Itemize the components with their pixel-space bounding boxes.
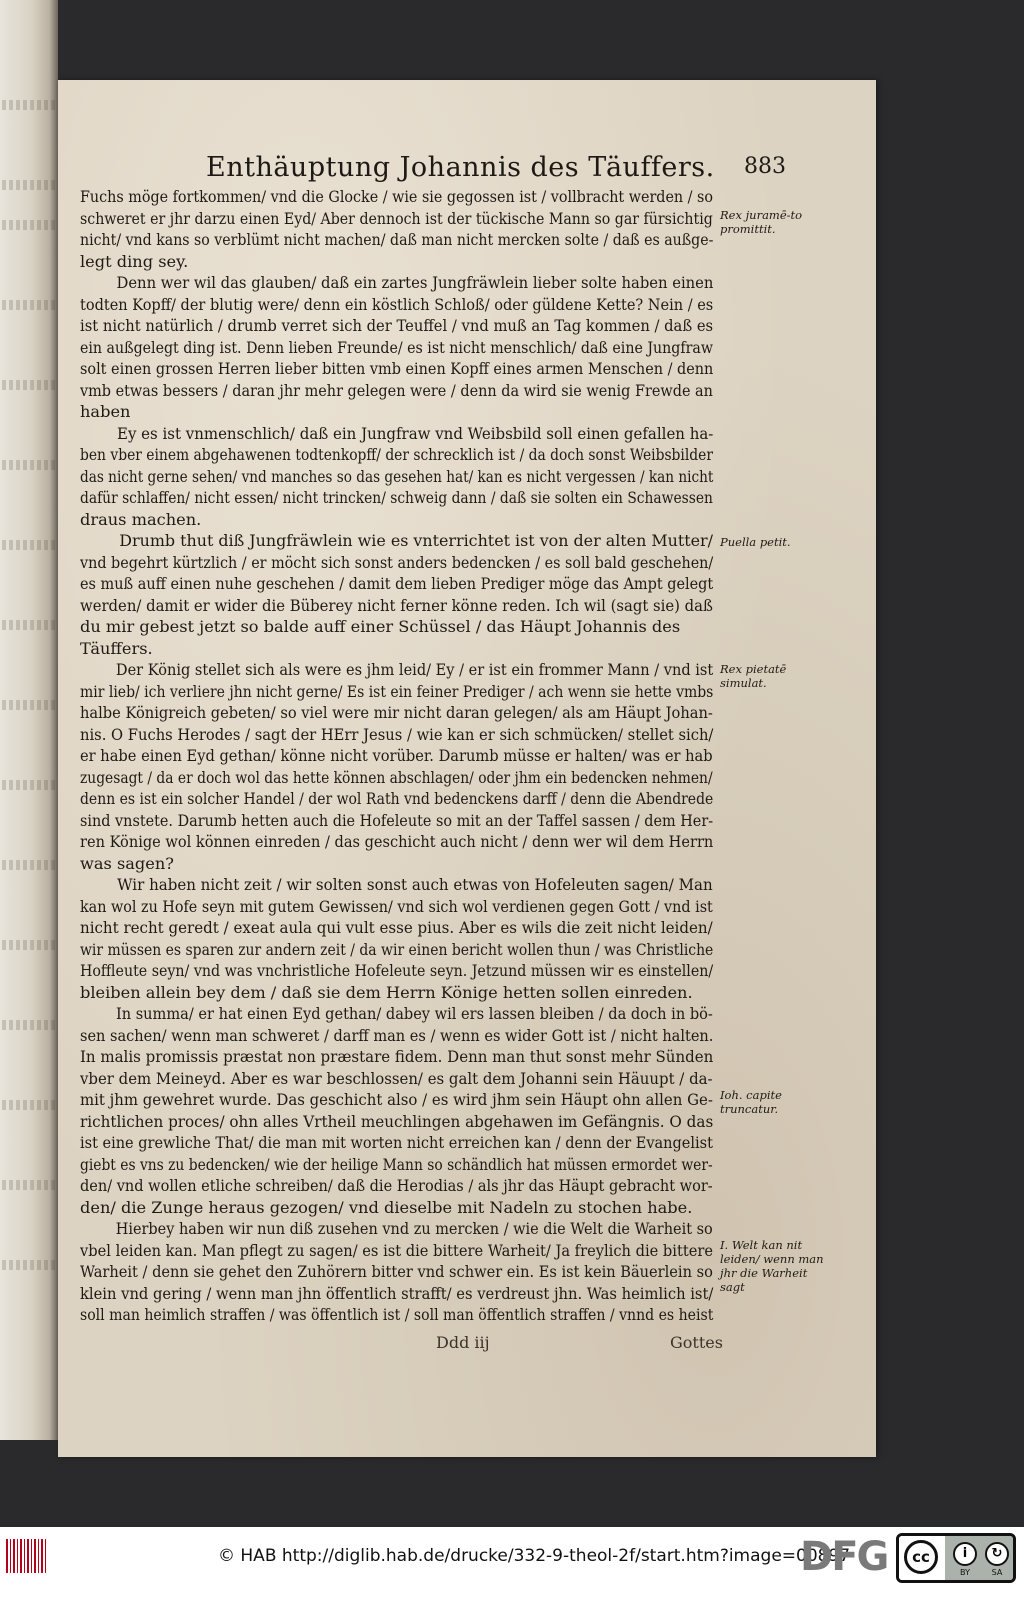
footer-bar [0, 1527, 1024, 1601]
text-line: kan wol zu Hofe seyn mit gutem Gewissen/ vnd sich wol verdienen gegen Gott / vnd ist [80, 896, 713, 916]
by-label: BY [960, 1568, 970, 1577]
cc-license-badge[interactable] [896, 1533, 1016, 1583]
page-number: 883 [744, 154, 786, 179]
text-line: den/ vnd wollen etliche schreiben/ daß die Herodias / als jhr das Häupt gebracht wor- [80, 1176, 713, 1195]
margin-note: I. Welt kan nit leiden/ wenn man jhr die Warheit sagt [720, 1238, 824, 1294]
signature-mark: Ddd iij [436, 1333, 490, 1352]
paragraph [80, 659, 713, 874]
text-line: was sagen? [80, 853, 174, 873]
text-line: mir lieb/ ich verliere jhn nicht gerne/ Es ist ein feiner Prediger / ach wenn sie hette vmbs [80, 681, 714, 701]
sa-label: SA [991, 1568, 1003, 1577]
text-line: soll man heimlich straffen / was öffentlich ist / soll man öffentlich straffen / vnnd es heist [80, 1305, 714, 1324]
ghost-text-line [2, 220, 56, 230]
text-line: schweret er jhr darzu einen Eyd/ Aber dennoch ist der tückische Mann so gar fürsichtig [80, 208, 713, 228]
text-line: draus machen. [80, 509, 202, 529]
ghost-text-line [2, 100, 56, 110]
book-page [58, 80, 876, 1457]
cc-attribution-section [945, 1536, 1016, 1580]
text-line: werden/ damit er wider die Büberey nicht ferner könne reden. Ich wil (sagt sie) daß [80, 595, 713, 615]
text-line: den/ die Zunge heraus gezogen/ vnd dieselbe mit Nadeln zu stochen habe. [80, 1197, 693, 1217]
text-line: denn es ist ein solcher Handel / der wol Rath vnd bedenckens darff / denn die Abendrede [80, 789, 714, 808]
margin-note: Rex pietatē simulat. [720, 662, 787, 690]
paragraph [80, 186, 713, 272]
text-line: vmb etwas bessers / daran jhr mehr gelegen were / denn da wird sie wenig Frewde an [80, 380, 713, 400]
text-line: nicht recht geredt / exeat aula qui vult esse pius. Aber es wils die zeit nicht leiden/ [80, 918, 713, 937]
ghost-text-line [2, 380, 56, 390]
text-line: Der König stellet sich als were es jhm leid/ Ey / er ist ein frommer Mann / vnd ist [115, 660, 714, 679]
barcode-icon [6, 1539, 46, 1573]
ghost-text-line [2, 780, 56, 790]
text-line: Fuchs möge fortkommen/ vnd die Glocke / wie sie gegossen ist / vollbracht werden / so [80, 187, 714, 206]
paragraph [80, 272, 713, 423]
person-icon: i [953, 1542, 977, 1566]
text-line: nicht/ vnd kans so verblümt nicht machen/ daß man nicht mercken solte / daß es außge- [80, 230, 714, 249]
text-line: Warheit / denn sie gehet den Zuhörern bitter vnd schwer ein. Es ist kein Bäuerlein so [80, 1262, 713, 1281]
ghost-text-line [2, 1020, 56, 1030]
cc-section [899, 1536, 945, 1580]
text-line: sen sachen/ wenn man schweret / darff man es / wenn es wider Gott ist / nicht halten. [80, 1025, 714, 1045]
ghost-text-line [2, 540, 56, 550]
ghost-text-line [2, 940, 56, 950]
text-line: vbel leiden kan. Man pflegt zu sagen/ es ist die bittere Warheit/ Ja freylich die bittere [80, 1240, 713, 1260]
text-line: ist eine grewliche That/ die man mit worten nicht erreichen kan / denn der Evangelist [80, 1133, 713, 1152]
text-line: Täuffers. [80, 638, 153, 658]
ghost-text-line [2, 1260, 56, 1270]
text-line: ben vber einem abgehawenen todtenkopff/ der schrecklich ist / da doch sonst Weibsbilder [80, 445, 713, 464]
share-alike-icon: ↻ [985, 1542, 1009, 1566]
text-line: mit jhm gewehret wurde. Das geschicht also / es wird jhm sein Häupt ohn allen Ge- [80, 1090, 713, 1109]
main-text-block [80, 186, 713, 1326]
paragraph [80, 1218, 713, 1326]
ghost-text-line [2, 860, 56, 870]
dfg-logo: DFG [800, 1534, 888, 1580]
text-line: ein außgelegt ding ist. Denn lieben Freunde/ es ist nicht menschlich/ daß eine Jungfraw [80, 337, 713, 357]
text-line: legt ding sey. [80, 251, 189, 271]
text-line: ren Könige wol können einreden / das geschicht auch nicht / denn wer wil dem Herrn [80, 832, 714, 851]
text-line: richtlichen proces/ ohn alles Vrtheil meuchlingen abgehawen im Gefängnis. O das [80, 1111, 714, 1131]
ghost-text-line [2, 1180, 56, 1190]
text-line: dafür schlaffen/ nicht essen/ nicht trincken/ schweig dann / daß sie solten ein Schawessen [80, 488, 713, 507]
ghost-text-line [2, 1100, 56, 1110]
text-line: nis. O Fuchs Herodes / sagt der HErr Jesus / wie kan er sich schmücken/ stellet sich/ [80, 724, 714, 744]
source-link[interactable]: © HAB http://diglib.hab.de/drucke/332-9-theol-2f/start.htm?image=00897 [218, 1546, 851, 1566]
paragraph [80, 530, 713, 659]
text-line: giebt es vns zu bedencken/ wie der heilige Mann so schändlich hat müssen ermordet wer- [80, 1154, 713, 1174]
text-line: klein vnd gering / wenn man jhn öffentlich strafft/ es verdreust jhn. Was heimlich ist/ [80, 1283, 714, 1303]
text-line: halbe Königreich gebeten/ so viel were mir nicht daran gelegen/ als am Häupt Johan- [80, 703, 713, 722]
text-line: es muß auff einen nuhe geschehen / damit dem lieben Prediger möge das Ampt gelegt [80, 574, 714, 593]
text-line: vnd begehrt kürtzlich / er möcht sich sonst anders bedencken / es soll bald geschehen/ [80, 552, 714, 572]
margin-note: Ioh. capite truncatur. [720, 1088, 782, 1116]
text-line: Ey es ist vnmenschlich/ daß ein Jungfraw vnd Weibsbild soll einen gefallen ha- [117, 423, 714, 443]
paragraph [80, 1003, 713, 1218]
previous-page-edge [0, 0, 58, 1440]
catchword-line [436, 1333, 736, 1352]
paragraph [80, 874, 713, 1003]
ghost-text-line [2, 620, 56, 630]
ghost-text-line [2, 180, 56, 190]
text-line: sind vnstete. Darumb hetten auch die Hofeleute so mit an der Taffel sassen / dem Her- [80, 810, 714, 830]
text-line: er habe einen Eyd gethan/ könne nicht vorüber. Darumb müsse er halten/ was er hab [80, 746, 713, 765]
text-line: Hoffleute seyn/ vnd was vnchristliche Hofeleute seyn. Jetzund müssen wir es einstellen/ [80, 961, 714, 980]
catchword: Gottes [670, 1333, 723, 1352]
paragraph [80, 423, 713, 531]
text-line: todten Kopff/ der blutig were/ denn ein köstlich Schloß/ oder güldene Kette? Nein / es [80, 294, 714, 314]
margin-note: Rex juramē-to promittit. [720, 208, 803, 236]
text-line: zugesagt / da er doch wol das hette können abschlagen/ oder jhm ein bedencken nehmen/ [80, 767, 713, 787]
text-line: Drumb thut diß Jungfräwlein wie es vnterrichtet ist von der alten Mutter/ [119, 531, 713, 550]
ghost-text-line [2, 300, 56, 310]
text-line: In malis promissis præstat non præstare fidem. Denn man thut sonst mehr Sünden [80, 1047, 714, 1066]
ghost-text-line [2, 460, 56, 470]
text-line: vber dem Meineyd. Aber es war beschlossen/ es galt dem Johanni sein Häuupt / da- [80, 1068, 713, 1088]
text-line: ist nicht natürlich / drumb verret sich der Teuffel / vnd muß an Tag kommen / daß es [80, 316, 714, 335]
cc-icon: cc [904, 1540, 938, 1574]
text-line: das nicht gerne sehen/ vnd manches so das gesehen hat/ kan es nicht vergessen / kan nicht [80, 466, 714, 486]
text-line: Denn wer wil das glauben/ daß ein zartes Jungfräwlein lieber solte haben einen [116, 273, 714, 292]
margin-note: Puella petit. [720, 535, 791, 549]
text-line: haben [80, 402, 131, 421]
text-line: solt einen grossen Herren lieber bitten vmb einen Kopff eines armen Menschen / denn [80, 359, 714, 378]
text-line: bleiben allein bey dem / daß sie dem Herrn Könige hetten sollen einreden. [80, 982, 693, 1002]
text-line: du mir gebest jetzt so balde auff einer Schüssel / das Häupt Johannis des [80, 617, 681, 636]
text-line: wir müssen es sparen zur andern zeit / da wir einen bericht wollen thun / was Christliche [80, 939, 714, 959]
text-line: In summa/ er hat einen Eyd gethan/ dabey wil ers lassen bleiben / da doch in bö- [115, 1004, 713, 1023]
text-line: Hierbey haben wir nun diß zusehen vnd zu mercken / wie die Welt die Warheit so [115, 1219, 713, 1238]
running-head: Enthäuptung Johannis des Täuffers. [206, 152, 715, 183]
ghost-text-line [2, 700, 56, 710]
text-line: Wir haben nicht zeit / wir solten sonst auch etwas von Hofeleuten sagen/ Man [117, 875, 713, 894]
